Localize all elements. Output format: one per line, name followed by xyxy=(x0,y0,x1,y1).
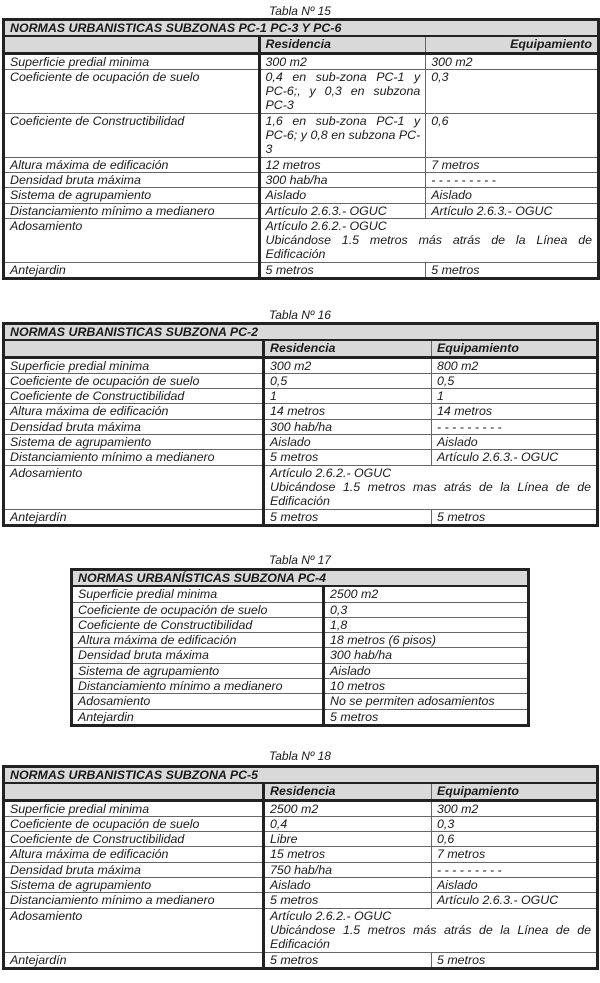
cell-value: 300 m2 xyxy=(264,357,432,373)
row-label: Distanciamiento mínimo a medianero xyxy=(4,450,264,465)
cell-value: 300 m2 xyxy=(259,53,426,69)
cell-value: 0,3 xyxy=(426,69,599,113)
header-empty xyxy=(4,36,260,53)
table-row xyxy=(4,800,598,816)
cell-value: 300 hab/ha xyxy=(259,172,426,187)
header-row xyxy=(4,783,598,800)
value-line: Artículo 2.6.2.- OGUC xyxy=(270,908,392,923)
row-label: Altura máxima de edificación xyxy=(72,633,324,648)
cell-value: 1 xyxy=(432,389,598,404)
cell-value: Artículo 2.6.3.- OGUC xyxy=(432,893,598,908)
table-row xyxy=(72,679,529,694)
value-line: Ubicándose 1.5 metros más atrás de la Línea de de Edificación xyxy=(270,922,591,952)
cell-value: Artículo 2.6.3.- OGUC xyxy=(426,203,599,218)
cell-value: 1 xyxy=(264,389,432,404)
cell-value: 2500 m2 xyxy=(264,800,432,816)
cell-value: - - - - - - - - - xyxy=(432,862,598,877)
cell-value: 1,6 en sub-zona PC-1 y PC-6; y 0,8 en subzona PC-3 xyxy=(259,113,426,157)
row-label: Sistema de agrupamiento xyxy=(4,878,264,893)
table-row xyxy=(4,172,599,187)
table-title: NORMAS URBANISTICAS SUBZONA PC-2 xyxy=(4,324,598,341)
cell-value: Libre xyxy=(264,832,432,847)
row-label: Distanciamiento mínimo a medianero xyxy=(72,679,324,694)
header-empty xyxy=(4,340,264,357)
cell-value: 18 metros (6 pisos) xyxy=(324,633,529,648)
value-line: Ubicándose 1.5 metros más atrás de la Línea de Edificación xyxy=(265,233,592,262)
cell-value: 14 metros xyxy=(432,404,598,419)
row-label: Sistema de agrupamiento xyxy=(4,188,260,203)
title-row xyxy=(4,324,598,341)
cell-value: Artículo 2.6.3.- OGUC xyxy=(432,450,598,465)
row-label: Adosamiento xyxy=(72,694,324,709)
table-row xyxy=(72,586,529,602)
cell-value: 12 metros xyxy=(259,157,426,172)
column-header: Equipamiento xyxy=(426,36,599,53)
table-caption: Tabla Nº 18 xyxy=(269,749,331,763)
row-label: Coeficiente de ocupación de suelo xyxy=(4,373,264,388)
row-label: Coeficiente de Constructibilidad xyxy=(4,113,260,157)
cell-value: 300 hab/ha xyxy=(324,648,529,663)
cell-value: Aislado xyxy=(324,663,529,678)
cell-value: 300 m2 xyxy=(426,53,599,69)
cell-value: 0,5 xyxy=(264,373,432,388)
cell-value: 15 metros xyxy=(264,847,432,862)
table-row xyxy=(4,862,598,877)
row-label: Antejardin xyxy=(72,709,324,725)
cell-value: - - - - - - - - - xyxy=(426,172,599,187)
column-header: Residencia xyxy=(264,783,432,800)
cell-value: 5 metros xyxy=(264,952,432,968)
table-row xyxy=(4,893,598,908)
cell-value: 0,6 xyxy=(426,113,599,157)
row-label: Antejardín xyxy=(4,952,264,968)
table-row xyxy=(4,53,599,69)
norms-table-1 xyxy=(2,18,600,280)
header-empty xyxy=(4,783,264,800)
cell-value: 0,4 en sub-zona PC-1 y PC-6;, y 0,3 en subzona PC-3 xyxy=(259,69,426,113)
row-label: Adosamiento xyxy=(4,218,260,262)
table-row xyxy=(4,69,599,113)
row-label: Altura máxima de edificación xyxy=(4,847,264,862)
row-label: Coeficiente de Constructibilidad xyxy=(4,832,264,847)
row-label: Sistema de agrupamiento xyxy=(72,663,324,678)
table-row xyxy=(4,389,598,404)
cell-value: 5 metros xyxy=(426,262,599,278)
value-line: Artículo 2.6.2.- OGUC xyxy=(265,218,387,233)
column-header: Residencia xyxy=(259,36,426,53)
merged-value xyxy=(264,908,598,952)
table-row xyxy=(4,847,598,862)
merged-value xyxy=(264,465,598,509)
table-row xyxy=(72,602,529,617)
table-row xyxy=(4,465,598,509)
value-line: Artículo 2.6.2.- OGUC xyxy=(270,465,392,480)
row-label: Coeficiente de Constructibilidad xyxy=(4,389,264,404)
row-label: Superficie predial minima xyxy=(4,357,264,373)
row-label: Sistema de agrupamiento xyxy=(4,435,264,450)
cell-value: 14 metros xyxy=(264,404,432,419)
value-line: Ubicándose 1.5 metros mas atrás de la Línea de de Edificación xyxy=(270,479,591,509)
row-label: Antejardín xyxy=(4,509,264,525)
cell-value: 0,4 xyxy=(264,816,432,831)
header-row xyxy=(4,36,599,53)
row-label: Coeficiente de ocupación de suelo xyxy=(72,602,324,617)
header-row xyxy=(4,340,598,357)
cell-value: 10 metros xyxy=(324,679,529,694)
table-row xyxy=(4,878,598,893)
table-row xyxy=(72,633,529,648)
row-label: Distanciamiento mínimo a medianero xyxy=(4,893,264,908)
row-label: Antejardin xyxy=(4,262,260,278)
cell-value: Aislado xyxy=(264,878,432,893)
table-title: NORMAS URBANÍSTICAS SUBZONA PC-4 xyxy=(72,570,529,587)
table-row xyxy=(4,262,599,278)
table-caption: Tabla Nº 15 xyxy=(269,4,331,18)
row-label: Adosamiento xyxy=(4,908,264,952)
norms-table-4 xyxy=(2,765,599,970)
cell-value: 7 metros xyxy=(426,157,599,172)
cell-value: Artículo 2.6.3.- OGUC xyxy=(259,203,426,218)
row-label: Densidad bruta máxima xyxy=(72,648,324,663)
cell-value: 0,6 xyxy=(432,832,598,847)
table-row xyxy=(4,509,598,525)
row-label: Altura máxima de edificación xyxy=(4,157,260,172)
row-label: Densidad bruta máxima xyxy=(4,172,260,187)
cell-value: 5 metros xyxy=(324,709,529,725)
table-row xyxy=(4,404,598,419)
table-row xyxy=(4,203,599,218)
cell-value: 0,5 xyxy=(432,373,598,388)
cell-value: 800 m2 xyxy=(432,357,598,373)
column-header: Residencia xyxy=(264,340,432,357)
cell-value: 2500 m2 xyxy=(324,586,529,602)
cell-value: Aislado xyxy=(259,188,426,203)
table-caption: Tabla Nº 16 xyxy=(269,308,331,322)
table-row xyxy=(72,694,529,709)
table-row xyxy=(4,113,599,157)
column-header: Equipamiento xyxy=(432,783,598,800)
row-label: Adosamiento xyxy=(4,465,264,509)
table-title: NORMAS URBANISTICAS SUBZONA PC-5 xyxy=(4,767,598,784)
table-row xyxy=(72,663,529,678)
cell-value: 5 metros xyxy=(264,893,432,908)
table-row xyxy=(72,617,529,632)
cell-value: 0,3 xyxy=(324,602,529,617)
table-row xyxy=(4,450,598,465)
table-row xyxy=(4,357,598,373)
title-row xyxy=(4,767,598,784)
cell-value: - - - - - - - - - xyxy=(432,419,598,434)
table-row xyxy=(4,373,598,388)
row-label: Coeficiente de ocupación de suelo xyxy=(4,69,260,113)
table-row xyxy=(4,157,599,172)
cell-value: 5 metros xyxy=(264,509,432,525)
table-caption: Tabla Nº 17 xyxy=(269,553,331,567)
row-label: Superficie predial minima xyxy=(4,800,264,816)
table-row xyxy=(72,648,529,663)
cell-value: Aislado xyxy=(432,878,598,893)
cell-value: 5 metros xyxy=(264,450,432,465)
row-label: Densidad bruta máxima xyxy=(4,862,264,877)
row-label: Superficie predial minima xyxy=(72,586,324,602)
row-label: Coeficiente de Constructibilidad xyxy=(72,617,324,632)
cell-value: 0,3 xyxy=(432,816,598,831)
table-row xyxy=(4,419,598,434)
table-title: NORMAS URBANISTICAS SUBZONAS PC-1 PC-3 Y PC-6 xyxy=(4,20,599,37)
cell-value: 750 hab/ha xyxy=(264,862,432,877)
cell-value: No se permiten adosamientos xyxy=(324,694,529,709)
cell-value: 300 hab/ha xyxy=(264,419,432,434)
row-label: Distanciamiento mínimo a medianero xyxy=(4,203,260,218)
norms-table-2 xyxy=(2,322,599,527)
title-row xyxy=(72,570,529,587)
cell-value: 1,8 xyxy=(324,617,529,632)
cell-value: 5 metros xyxy=(432,509,598,525)
table-row xyxy=(4,816,598,831)
row-label: Coeficiente de ocupación de suelo xyxy=(4,816,264,831)
cell-value: Aislado xyxy=(264,435,432,450)
cell-value: 7 metros xyxy=(432,847,598,862)
cell-value: Aislado xyxy=(426,188,599,203)
table-row xyxy=(4,188,599,203)
table-row xyxy=(4,908,598,952)
row-label: Densidad bruta máxima xyxy=(4,419,264,434)
table-row xyxy=(72,709,529,725)
cell-value: 5 metros xyxy=(259,262,426,278)
cell-value: Aislado xyxy=(432,435,598,450)
table-row xyxy=(4,435,598,450)
cell-value: 300 m2 xyxy=(432,800,598,816)
column-header: Equipamiento xyxy=(432,340,598,357)
row-label: Superficie predial minima xyxy=(4,53,260,69)
table-row xyxy=(4,832,598,847)
merged-value xyxy=(259,218,598,262)
cell-value: 5 metros xyxy=(432,952,598,968)
table-row xyxy=(4,218,599,262)
row-label: Altura máxima de edificación xyxy=(4,404,264,419)
title-row xyxy=(4,20,599,37)
norms-table-3 xyxy=(70,568,530,727)
table-row xyxy=(4,952,598,968)
